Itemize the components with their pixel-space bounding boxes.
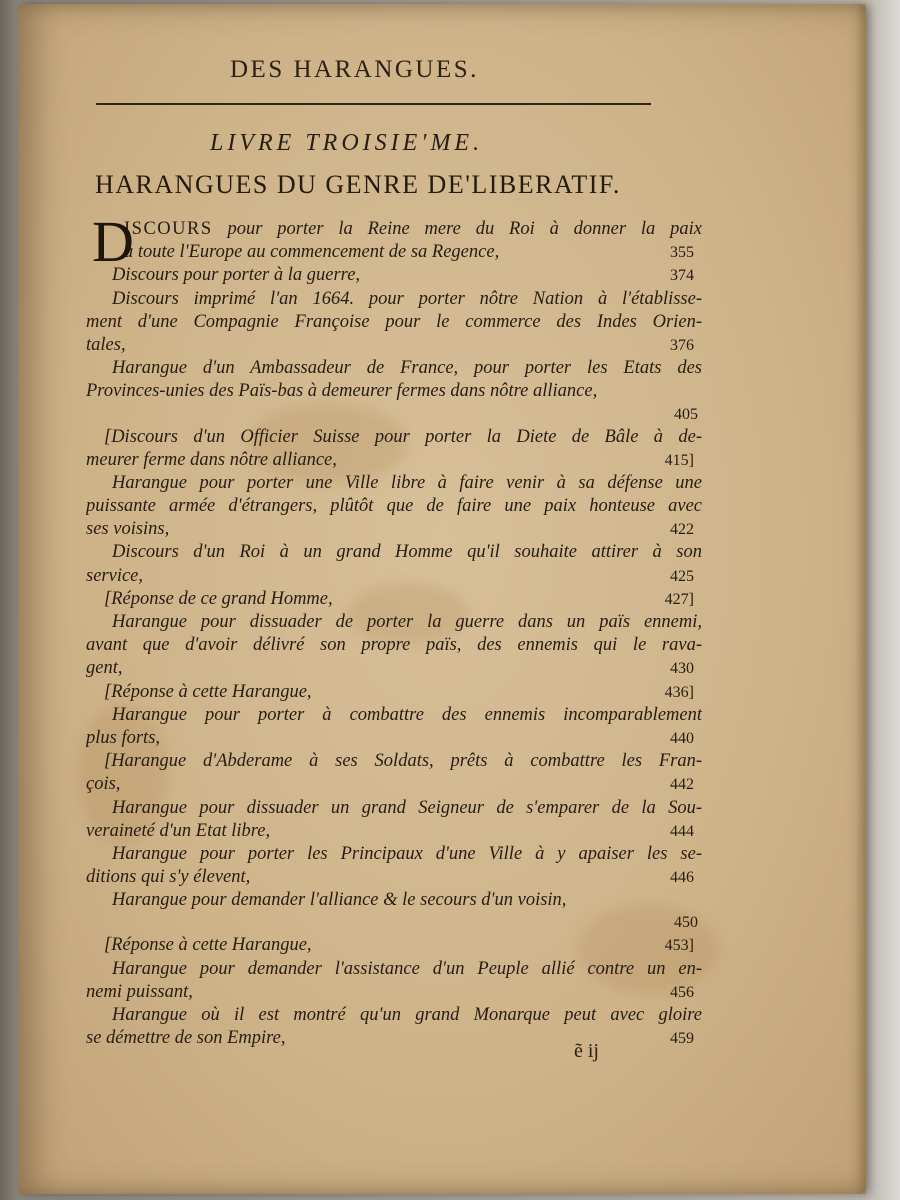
toc-entry [86, 611, 702, 681]
toc-entry-line: Discours pour porter à la guerre, [112, 265, 361, 286]
toc-entry-line: Harangue pour dissuader de porter la guerre dans un païs ennemi, [112, 612, 702, 632]
toc-entry-line: Harangue où il est montré qu'un grand Monarque peut avec gloire [112, 1005, 702, 1025]
page-number: 453] [664, 937, 694, 955]
toc-entry [86, 426, 702, 472]
toc-entry-line: à toute l'Europe au commencement de sa Regence, [124, 242, 500, 263]
toc-entry-line: [Harangue d'Abderame à ses Soldats, prêts à combattre les Fran- [104, 751, 702, 772]
toc-entry-line: plus forts, [86, 727, 161, 748]
toc-entry-line: meurer ferme dans nôtre alliance, [86, 449, 337, 470]
section-title: HARANGUES DU GENRE DE'LIBERATIF. [95, 170, 621, 199]
page-number: 442 [670, 776, 694, 794]
page-number: 427] [664, 590, 694, 608]
toc-entry [86, 843, 702, 889]
toc-entry-text: pour porter la Reine mere du Roi à donner la paix [227, 219, 702, 239]
toc-entry-line: Harangue d'un Ambassadeur de France, pour porter les Etats des [112, 358, 702, 379]
toc-entry-line: [Discours d'un Officier Suisse pour porter la Diete de Bâle à de- [104, 426, 702, 447]
toc-entry-line: nemi puissant, [86, 981, 193, 1002]
toc-entry [86, 472, 702, 542]
toc-entry-line: Harangue pour demander l'alliance & le secours d'un voisin, [112, 890, 567, 911]
toc-entry [86, 541, 702, 587]
toc-entry-line: ditions qui s'y élevent, [86, 867, 251, 888]
toc-entry-line: avant que d'avoir délivré son propre païs, des ennemis qui le rava- [86, 635, 702, 656]
page-number: 440 [670, 729, 694, 747]
toc-entry [86, 209, 702, 274]
page-number: 355 [670, 244, 694, 262]
toc-entry-line: Discours d'un Roi à un grand Homme qu'il souhaite attirer à son [112, 542, 702, 563]
page-number: 456 [670, 983, 694, 1001]
toc-entry [86, 357, 702, 425]
page-edge-shadow [856, 4, 866, 1194]
toc-entry-line: gent, [86, 658, 123, 679]
toc-entry [86, 264, 702, 287]
toc-entry [86, 750, 702, 796]
toc-entry-line: [Réponse à cette Harangue, [104, 681, 312, 702]
book-title: LIVRE TROISIE'ME. [210, 130, 484, 156]
small-caps-word: ISCOURS [124, 219, 213, 239]
page-number: 450 [674, 914, 698, 932]
toc-entry-line: çois, [86, 774, 121, 795]
toc-entry-line: puissante armée d'étrangers, plûtôt que de faire une paix honteuse avec [86, 496, 702, 517]
toc-entry [86, 588, 702, 611]
drop-capital: D [92, 209, 134, 274]
toc-entry [86, 889, 702, 934]
toc-entry [86, 958, 702, 1004]
toc-entry [86, 288, 702, 358]
page-number: 374 [670, 267, 694, 285]
toc-entry-line: se démettre de son Empire, [86, 1028, 286, 1049]
page-number: 446 [670, 869, 694, 887]
toc-entry-line: Harangue pour porter une Ville libre à faire venir à sa défense une [112, 472, 702, 493]
toc-entry [86, 681, 702, 704]
toc-entry-line: Discours imprimé l'an 1664. pour porter nôtre Nation à l'établisse- [112, 288, 702, 309]
page-number: 405 [674, 405, 698, 423]
toc-entry-line: Harangue pour dissuader un grand Seigneur de s'emparer de la Sou- [112, 797, 702, 818]
toc-entry [86, 797, 702, 843]
toc-entry-line: ses voisins, [86, 519, 170, 540]
page-number: 444 [670, 822, 694, 840]
page-number: 376 [670, 336, 694, 354]
toc-entry-line: Harangue pour porter les Principaux d'une Ville à y apaiser les se- [112, 843, 702, 864]
page-number: 436] [664, 683, 694, 701]
toc-entry-line: [Réponse à cette Harangue, [104, 935, 312, 956]
toc-entry-line: Harangue pour porter à combattre des ennemis incomparablement [112, 704, 702, 725]
toc-entry [86, 934, 702, 957]
table-of-contents [86, 209, 702, 1050]
page-number: 415] [664, 451, 694, 469]
toc-entry-line [86, 218, 702, 241]
page-number: 425 [670, 567, 694, 585]
toc-entry-line: ment d'une Compagnie Françoise pour le commerce des Indes Orien- [86, 311, 702, 332]
running-head: DES HARANGUES. [230, 56, 479, 83]
page-number: 422 [670, 521, 694, 539]
page-number: 459 [670, 1030, 694, 1048]
header-rule [96, 103, 651, 105]
toc-entry-line: tales, [86, 334, 126, 355]
toc-entry [86, 1004, 702, 1050]
toc-entry-line: service, [86, 565, 144, 586]
toc-entry [86, 704, 702, 750]
signature-mark: ẽ ij [574, 1040, 599, 1062]
toc-entry-line: Harangue pour demander l'assistance d'un Peuple allié contre un en- [112, 958, 702, 979]
toc-entry-line: veraineté d'un Etat libre, [86, 820, 271, 841]
toc-entry-line: [Réponse de ce grand Homme, [104, 588, 333, 609]
page-number: 430 [670, 660, 694, 678]
toc-entry-line: Provinces-unies des Païs-bas à demeurer fermes dans nôtre alliance, [86, 381, 598, 402]
